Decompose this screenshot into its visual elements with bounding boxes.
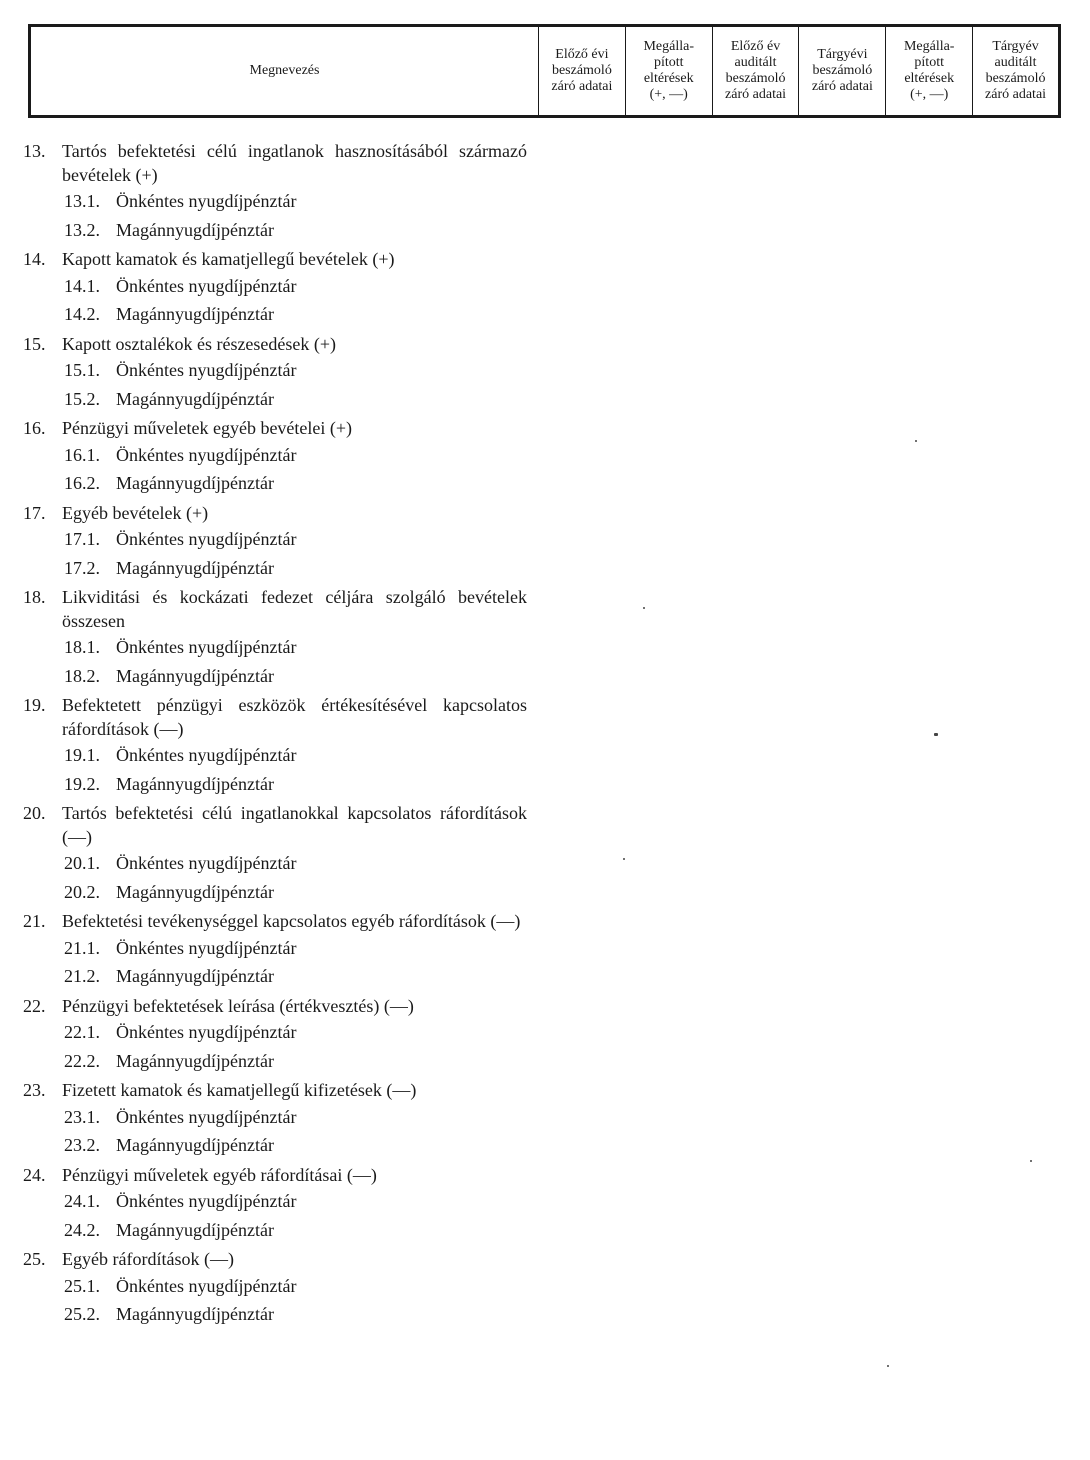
sub-item-label: Magánnyugdíjpénztár — [116, 1050, 274, 1071]
sub-item-label: Magánnyugdíjpénztár — [116, 388, 274, 409]
sub-item-row — [0, 741, 560, 770]
sub-item-label: Magánnyugdíjpénztár — [116, 219, 274, 240]
scan-speck — [1030, 1160, 1032, 1162]
sub-item-number: 13.2. — [64, 219, 100, 240]
sub-item-row — [0, 878, 560, 907]
sub-item-number: 19.1. — [64, 745, 100, 765]
scan-speck — [623, 858, 625, 860]
line-item-label: Befektetési tevékenységgel kapcsolatos egyéb ráfordítások (—) — [62, 911, 521, 931]
sub-item-label: Magánnyugdíjpénztár — [116, 1304, 274, 1324]
sub-item-label: Önkéntes nyugdíjpénztár — [116, 1022, 297, 1042]
line-item-title — [0, 417, 527, 441]
sub-item-label: Önkéntes nyugdíjpénztár — [116, 1275, 297, 1296]
sub-item-row — [0, 525, 560, 554]
line-item-number: 13. — [23, 141, 46, 161]
sub-item-number: 22.1. — [64, 1022, 100, 1042]
line-item-group — [0, 802, 560, 906]
line-item-label: Tartós befektetési célú ingatlanokkal kapcsolatos ráfordítások (—) — [62, 803, 527, 847]
sub-item-number: 13.1. — [64, 191, 100, 211]
sub-item-number: 20.1. — [64, 853, 100, 873]
sub-item-number: 15.2. — [64, 388, 100, 409]
line-item-label: Kapott kamatok és kamatjellegű bevételek (+) — [62, 249, 395, 269]
sub-item-number: 15.1. — [64, 360, 100, 380]
sub-item-label: Magánnyugdíjpénztár — [116, 557, 274, 578]
sub-item-label: Magánnyugdíjpénztár — [116, 966, 274, 986]
header-col-prev-differences: Megálla- pított eltérések (+, —) — [625, 27, 712, 115]
sub-item-row — [0, 385, 560, 414]
sub-item-row — [0, 1187, 560, 1216]
line-item-list — [0, 140, 560, 1333]
line-item-group — [0, 1248, 560, 1329]
sub-item-number: 18.1. — [64, 637, 100, 657]
sub-item-label: Önkéntes nyugdíjpénztár — [116, 937, 297, 958]
line-item-label: Tartós befektetési célú ingatlanok hasznosításából származó bevételek (+) — [62, 141, 527, 185]
sub-item-label: Magánnyugdíjpénztár — [116, 473, 274, 493]
sub-item-label: Magánnyugdíjpénztár — [116, 665, 274, 686]
sub-item-number: 19.2. — [64, 773, 100, 794]
sub-item-number: 16.2. — [64, 473, 100, 493]
line-item-group — [0, 333, 560, 414]
sub-item-row — [0, 1047, 560, 1076]
line-item-group — [0, 910, 560, 991]
header-col-current-differences: Megálla- pított eltérések (+, —) — [885, 27, 972, 115]
line-item-title — [0, 910, 527, 934]
header-col-current-audited: Tárgyév auditált beszámoló záró adatai — [972, 27, 1058, 115]
sub-item-number: 21.1. — [64, 937, 100, 958]
line-item-group — [0, 140, 560, 244]
sub-item-number: 16.1. — [64, 444, 100, 465]
sub-item-label: Önkéntes nyugdíjpénztár — [116, 745, 297, 765]
line-item-group — [0, 248, 560, 329]
line-item-title — [0, 248, 527, 272]
sub-item-number: 22.2. — [64, 1050, 100, 1071]
line-item-number: 24. — [23, 1164, 46, 1185]
sub-item-row — [0, 554, 560, 583]
sub-item-number: 23.1. — [64, 1106, 100, 1127]
scan-speck — [887, 1365, 889, 1367]
sub-item-label: Önkéntes nyugdíjpénztár — [116, 1191, 297, 1211]
sub-item-number: 18.2. — [64, 665, 100, 686]
line-item-label: Egyéb bevételek (+) — [62, 502, 209, 523]
line-item-label: Pénzügyi befektetések leírása (értékvesztés) (—) — [62, 995, 414, 1016]
sub-item-row — [0, 469, 560, 498]
sub-item-row — [0, 1216, 560, 1245]
line-item-group — [0, 502, 560, 583]
sub-item-row — [0, 962, 560, 991]
sub-item-label: Magánnyugdíjpénztár — [116, 304, 274, 324]
line-item-label: Egyéb ráfordítások (—) — [62, 1249, 234, 1269]
header-col-current-report: Tárgyévi beszámoló záró adatai — [798, 27, 885, 115]
sub-item-label: Önkéntes nyugdíjpénztár — [116, 529, 297, 549]
line-item-group — [0, 586, 560, 690]
line-item-title — [0, 586, 527, 633]
line-item-number: 14. — [23, 249, 46, 269]
sub-item-number: 20.2. — [64, 881, 100, 902]
sub-item-number: 21.2. — [64, 966, 100, 986]
line-item-group — [0, 417, 560, 498]
line-item-group — [0, 694, 560, 798]
line-item-title — [0, 694, 527, 741]
line-item-title — [0, 1248, 527, 1272]
sub-item-number: 25.2. — [64, 1304, 100, 1324]
sub-item-number: 24.1. — [64, 1191, 100, 1211]
line-item-title — [0, 1079, 527, 1103]
line-item-label: Fizetett kamatok és kamatjellegű kifizetések (—) — [62, 1080, 417, 1100]
sub-item-row — [0, 1272, 560, 1301]
sub-item-row — [0, 441, 560, 470]
sub-item-label: Magánnyugdíjpénztár — [116, 881, 274, 902]
sub-item-row — [0, 849, 560, 878]
header-name-column: Megnevezés — [249, 63, 320, 78]
line-item-number: 25. — [23, 1249, 46, 1269]
sub-item-row — [0, 934, 560, 963]
line-item-number: 18. — [23, 587, 46, 607]
sub-item-row — [0, 272, 560, 301]
header-table — [28, 24, 1061, 118]
sub-item-number: 17.2. — [64, 557, 100, 578]
line-item-label: Likviditási és kockázati fedezet céljára szolgáló bevételek összesen — [62, 587, 527, 631]
sub-item-label: Önkéntes nyugdíjpénztár — [116, 853, 297, 873]
line-item-number: 16. — [23, 418, 46, 438]
header-col-prev-audited: Előző év auditált beszámoló záró adatai — [712, 27, 799, 115]
line-item-group — [0, 1164, 560, 1245]
header-col-prev-year-report: Előző évi beszámoló záró adatai — [538, 27, 625, 115]
line-item-title — [0, 333, 527, 357]
sub-item-label: Önkéntes nyugdíjpénztár — [116, 1106, 297, 1127]
line-item-number: 17. — [23, 502, 46, 523]
line-item-label: Pénzügyi műveletek egyéb bevételei (+) — [62, 418, 353, 438]
sub-item-number: 14.2. — [64, 304, 100, 324]
sub-item-label: Magánnyugdíjpénztár — [116, 1135, 274, 1155]
sub-item-row — [0, 662, 560, 691]
sub-item-label: Önkéntes nyugdíjpénztár — [116, 444, 297, 465]
sub-item-number: 14.1. — [64, 275, 100, 296]
line-item-group — [0, 1079, 560, 1160]
sub-item-row — [0, 1103, 560, 1132]
line-item-title — [0, 140, 527, 187]
line-item-title — [0, 802, 527, 849]
sub-item-number: 23.2. — [64, 1135, 100, 1155]
sub-item-label: Önkéntes nyugdíjpénztár — [116, 637, 297, 657]
sub-item-number: 24.2. — [64, 1219, 100, 1240]
sub-item-row — [0, 770, 560, 799]
line-item-number: 19. — [23, 695, 46, 715]
sub-item-row — [0, 1018, 560, 1047]
line-item-label: Pénzügyi műveletek egyéb ráfordításai (—) — [62, 1164, 377, 1185]
scan-speck — [934, 733, 938, 736]
sub-item-row — [0, 187, 560, 216]
sub-item-row — [0, 300, 560, 329]
line-item-number: 23. — [23, 1080, 46, 1100]
line-item-label: Befektetett pénzügyi eszközök értékesítésével kapcsolatos ráfordítások (—) — [62, 695, 527, 739]
line-item-number: 22. — [23, 995, 46, 1016]
scan-speck — [915, 440, 917, 442]
sub-item-row — [0, 1131, 560, 1160]
sub-item-row — [0, 1300, 560, 1329]
sub-item-label: Önkéntes nyugdíjpénztár — [116, 191, 297, 211]
sub-item-row — [0, 633, 560, 662]
sub-item-label: Magánnyugdíjpénztár — [116, 1219, 274, 1240]
line-item-title — [0, 995, 527, 1019]
line-item-title — [0, 1164, 527, 1188]
scan-speck — [643, 607, 645, 609]
sub-item-label: Önkéntes nyugdíjpénztár — [116, 360, 297, 380]
line-item-label: Kapott osztalékok és részesedések (+) — [62, 333, 337, 354]
sub-item-number: 25.1. — [64, 1275, 100, 1296]
line-item-number: 15. — [23, 333, 46, 354]
line-item-number: 20. — [23, 803, 46, 823]
sub-item-label: Önkéntes nyugdíjpénztár — [116, 275, 297, 296]
sub-item-label: Magánnyugdíjpénztár — [116, 773, 274, 794]
line-item-number: 21. — [23, 911, 46, 931]
sub-item-row — [0, 356, 560, 385]
line-item-group — [0, 995, 560, 1076]
sub-item-number: 17.1. — [64, 529, 100, 549]
sub-item-row — [0, 216, 560, 245]
line-item-title — [0, 502, 527, 526]
